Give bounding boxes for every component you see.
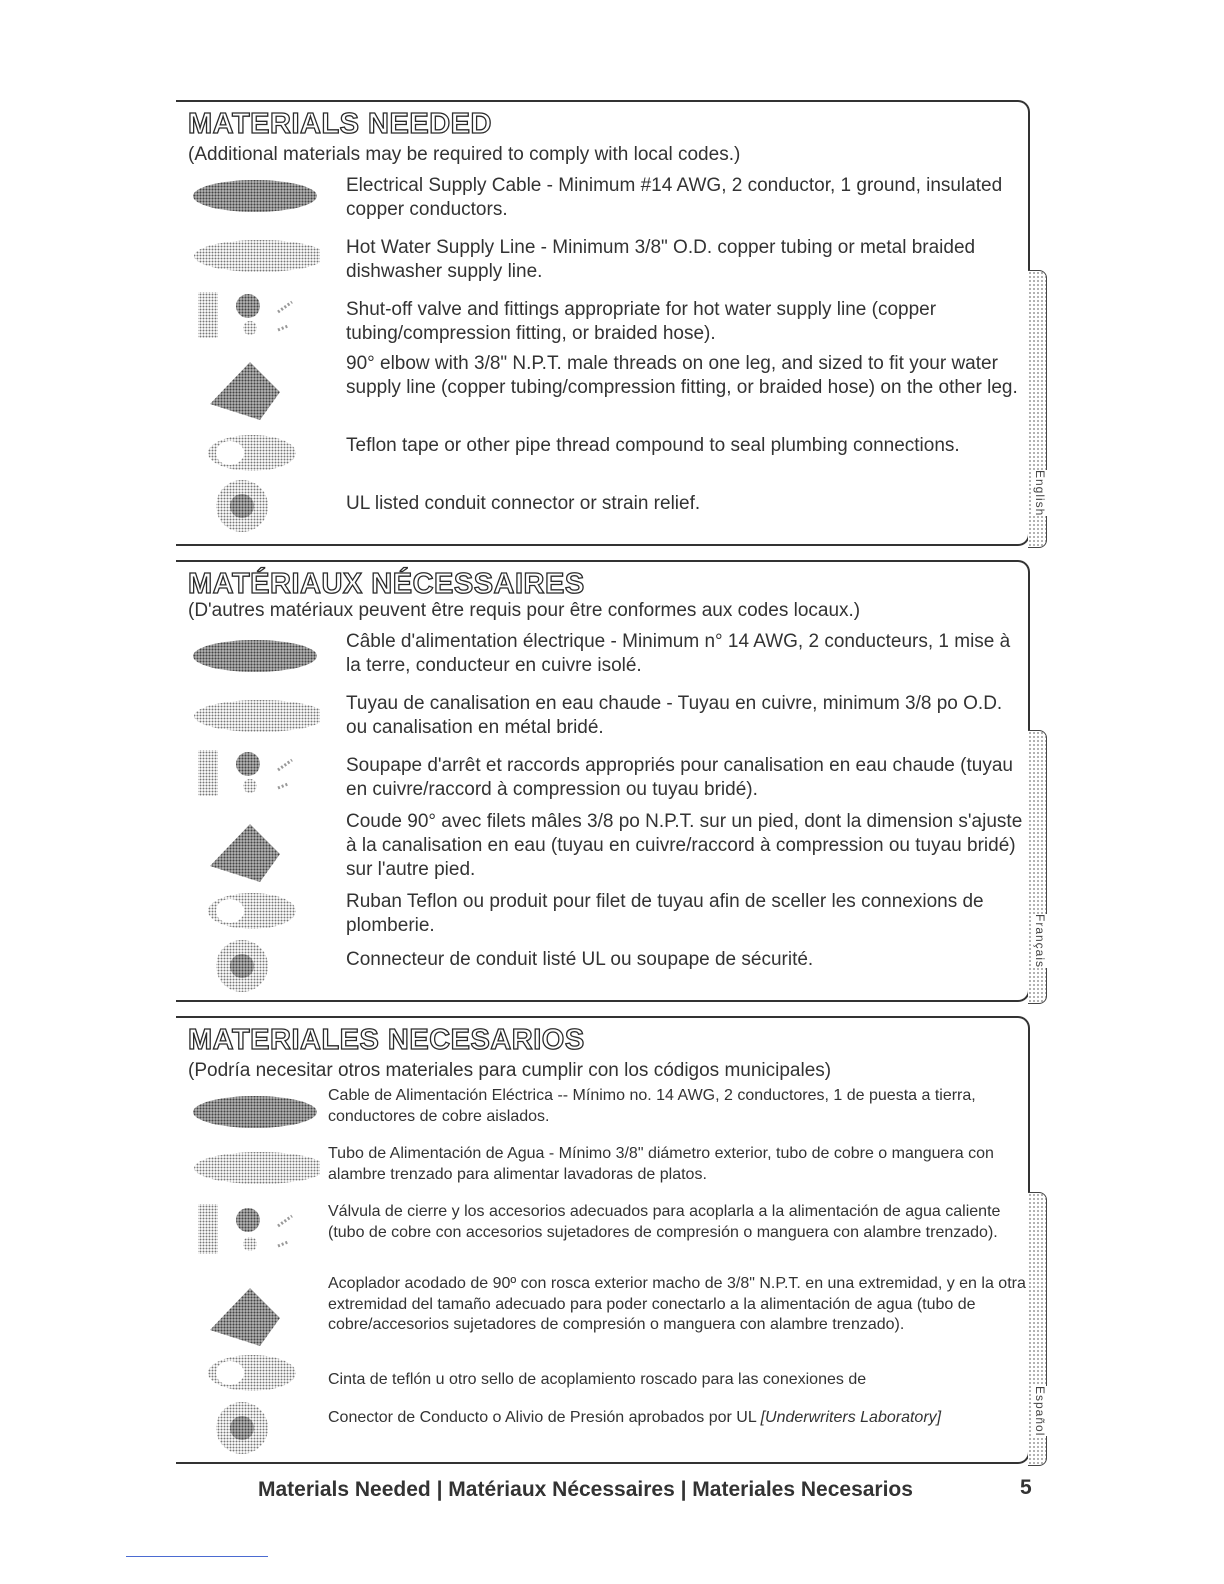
- conduit-connector-icon: [190, 476, 320, 536]
- section-title: MATERIALS NEEDED: [188, 108, 492, 140]
- valve-fittings-icon: [190, 290, 320, 340]
- teflon-tape-icon: [190, 886, 320, 936]
- section-subtitle: (D'autres matériaux peuvent être requis pour être conformes aux codes locaux.): [188, 600, 861, 621]
- item-text: Teflon tape or other pipe thread compound to seal plumbing connections.: [346, 435, 960, 456]
- teflon-tape-icon: [190, 1348, 320, 1398]
- language-tab-label: English: [1033, 470, 1047, 517]
- elbow-icon: [190, 352, 320, 422]
- water-line-icon: [190, 696, 320, 736]
- elbow-icon: [190, 814, 320, 884]
- cable-icon: [190, 176, 320, 216]
- cable-icon: [190, 1092, 320, 1132]
- item-text: Tuyau de canalisation en eau chaude - Tuyau en cuivre, minimum 3/8 po O.D. ou canalisation en métal bridé.: [346, 693, 1003, 738]
- elbow-icon: [190, 1278, 320, 1348]
- item-text: Hot Water Supply Line - Minimum 3/8" O.D. copper tubing or metal braided dishwasher supply line.: [346, 237, 976, 282]
- item-text: Cable de Alimentación Eléctrica -- Mínimo no. 14 AWG, 2 conductores, 1 de puesta a tierra, conductores de cobre aislados.: [328, 1087, 976, 1125]
- item-text: Câble d'alimentation électrique - Minimum n° 14 AWG, 2 conducteurs, 1 mise à la terre, conducteur en cuivre isolé.: [346, 631, 1011, 676]
- conduit-connector-icon: [190, 1398, 320, 1458]
- valve-fittings-icon: [190, 748, 320, 798]
- item-text: [328, 1408, 1028, 1429]
- water-line-icon: [190, 236, 320, 276]
- teflon-tape-icon: [190, 428, 320, 478]
- item-text: UL listed conduit connector or strain relief.: [346, 493, 701, 514]
- item-text-main: Conector de Conducto o Alivio de Presión aprobados por UL: [328, 1409, 757, 1426]
- section-title: MATÉRIAUX NÉCESSAIRES: [188, 568, 585, 600]
- item-text: Shut-off valve and fittings appropriate for hot water supply line (copper tubing/compression fitting, or braided hose).: [346, 299, 937, 344]
- french-section: [176, 560, 1030, 1002]
- item-text: Válvula de cierre y los accesorios adecuados para acoplarla a la alimentación de agua caliente (tubo de cobre con accesorios sujetadores de compresión o manguera con alambre trenzado).: [328, 1203, 1001, 1241]
- page-number: 5: [1020, 1476, 1032, 1499]
- item-text: Connecteur de conduit listé UL ou soupape de sécurité.: [346, 949, 814, 970]
- section-title: MATERIALES NECESARIOS: [188, 1024, 585, 1056]
- cable-icon: [190, 636, 320, 676]
- item-text: Tubo de Alimentación de Agua - Mínimo 3/8" diámetro exterior, tubo de cobre o manguera con alambre trenzado para alimentar lavadoras de platos.: [328, 1145, 994, 1183]
- language-tab-label: Español: [1033, 1386, 1047, 1437]
- item-text-italic: [Underwriters Laboratory]: [760, 1409, 942, 1426]
- section-subtitle: (Additional materials may be required to comply with local codes.): [188, 144, 741, 165]
- item-text: Electrical Supply Cable - Minimum #14 AWG, 2 conductor, 1 ground, insulated copper conductors.: [346, 175, 1003, 220]
- item-text: Cinta de teflón u otro sello de acoplamiento roscado para las conexiones de: [328, 1371, 867, 1388]
- item-text: Ruban Teflon ou produit pour filet de tuyau afin de sceller les connexions de plomberie.: [346, 891, 984, 936]
- valve-fittings-icon: [190, 1202, 320, 1256]
- item-text: Soupape d'arrêt et raccords appropriés pour canalisation en eau chaude (tuyau en cuivre/raccord à compression ou tuyau bridé).: [346, 755, 1013, 800]
- item-text: 90° elbow with 3/8" N.P.T. male threads on one leg, and sized to fit your water supply line (copper tubing/compression fitting, or braided hose) on the other leg.: [346, 353, 1018, 398]
- section-subtitle: (Podría necesitar otros materiales para cumplir con los códigos municipales): [188, 1060, 832, 1081]
- page-footer: Materials Needed | Matériaux Nécessaires | Materiales Necesarios: [258, 1478, 913, 1501]
- english-section: [176, 100, 1030, 546]
- conduit-connector-icon: [190, 936, 320, 996]
- item-text: Coude 90° avec filets mâles 3/8 po N.P.T. sur un pied, dont la dimension s'ajuste à la canalisation en eau (tuyau en cuivre/raccord à compression ou tuyau bridé) sur l'autre pied.: [346, 811, 1023, 880]
- spanish-section: [176, 1016, 1030, 1464]
- water-line-icon: [190, 1148, 320, 1188]
- language-tab-label: Français: [1033, 914, 1047, 969]
- item-text: Acoplador acodado de 90º con rosca exterior macho de 3/8" N.P.T. en una extremidad, y en la otra extremidad del tamaño adecuado para poder conectarlo a la alimentación de agua (tubo de cobre/accesorios sujetadores de compresión o manguera con alambre trenzado).: [328, 1275, 1026, 1333]
- divider: [126, 1556, 268, 1557]
